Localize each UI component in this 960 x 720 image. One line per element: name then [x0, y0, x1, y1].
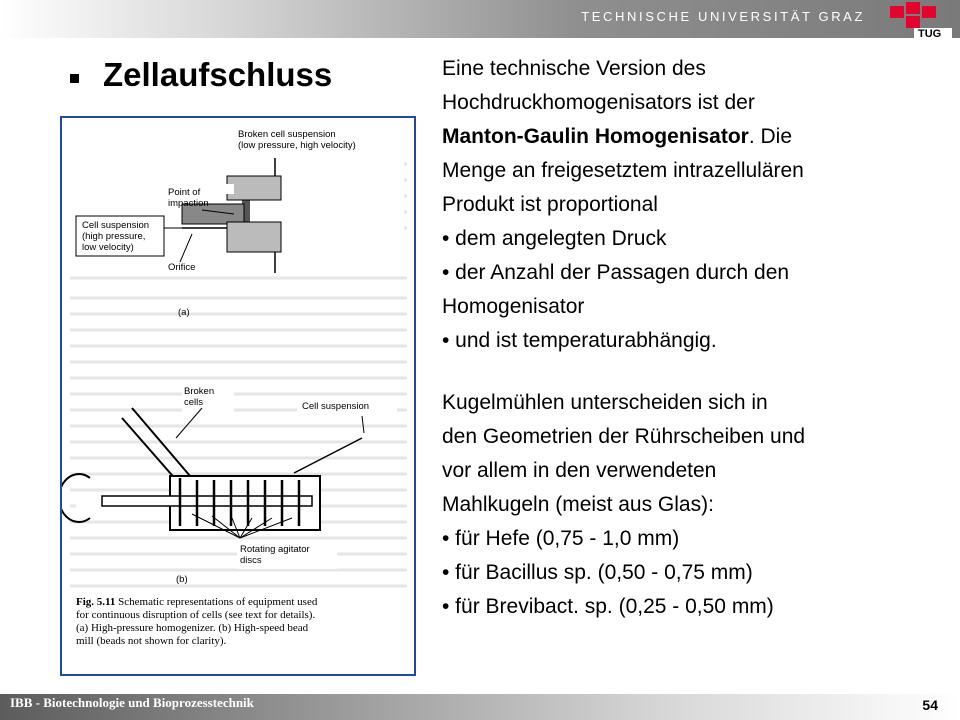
text-line: Produkt ist proportional [442, 193, 658, 216]
footer-institute: IBB - Biotechnologie und Bioprozesstechnik [10, 695, 254, 710]
svg-text:Cell suspension: Cell suspension [302, 401, 370, 412]
tug-logo [884, 2, 954, 38]
svg-text:Orifice: Orifice [168, 262, 196, 273]
body-text [442, 52, 942, 624]
svg-text:impaction: impaction [168, 198, 209, 209]
text-line: Manton-Gaulin Homogenisator. Die [442, 125, 793, 148]
homogenizer-diagram [62, 118, 414, 674]
svg-text:Cell suspension: Cell suspension [82, 220, 150, 231]
text-line: Mahlkugeln (meist aus Glas): [442, 493, 714, 516]
svg-text:Broken: Broken [184, 386, 215, 397]
svg-text:cells: cells [184, 397, 204, 408]
emphasis-homogenizer: Manton-Gaulin Homogenisator [442, 125, 749, 148]
bullet-item: • für Hefe (0,75 - 1,0 mm) [442, 527, 680, 550]
text-line: vor allem in den verwendeten [442, 459, 717, 482]
text-line: Hochdruckhomogenisators ist der [442, 91, 755, 114]
svg-text:Point of: Point of [168, 187, 201, 198]
slide-title: Zellaufschluss [103, 56, 333, 93]
panel-a-homogenizer [68, 118, 407, 318]
university-name: TECHNISCHE UNIVERSITÄT GRAZ [581, 9, 865, 24]
svg-text:discs: discs [240, 555, 262, 566]
page-number: 54 [922, 697, 938, 713]
svg-text:Rotating agitator: Rotating agitator [240, 544, 310, 555]
text-line: Kugelmühlen unterscheiden sich in [442, 391, 768, 414]
square-bullet-icon [70, 74, 79, 83]
svg-text:(low pressure, high velocity): (low pressure, high velocity) [238, 140, 356, 151]
bullet-item: • für Brevibact. sp. (0,25 - 0,50 mm) [442, 595, 774, 618]
bullet-item: • dem angelegten Druck [442, 227, 667, 250]
text-line: Homogenisator [442, 295, 585, 318]
svg-text:low velocity): low velocity) [82, 242, 134, 253]
bullet-item: • und ist temperaturabhängig. [442, 329, 717, 352]
text-line: den Geometrien der Rührscheiben und [442, 425, 806, 448]
text-line: Eine technische Version des [442, 57, 706, 80]
bullet-item: • der Anzahl der Passagen durch den [442, 261, 790, 284]
figure-caption: Fig. 5.11 Schematic representations of equipment used for continuous disruption of cells (see text for details). (a) High-pressure homogenizer. (b) High-speed bead mill (beads not shown for clarity). [76, 596, 318, 647]
header-bar [0, 0, 960, 38]
text-line: Menge an freigesetztem intrazellulären [442, 159, 804, 182]
svg-text:(high pressure,: (high pressure, [82, 231, 146, 242]
bullet-item: • für Bacillus sp. (0,50 - 0,75 mm) [442, 561, 753, 584]
svg-text:Broken cell suspension: Broken cell suspension [238, 129, 336, 140]
svg-text:(a): (a) [178, 307, 190, 318]
logo-text: TUG [918, 28, 942, 38]
svg-text:(b): (b) [176, 574, 188, 585]
figure-panel [60, 116, 416, 676]
